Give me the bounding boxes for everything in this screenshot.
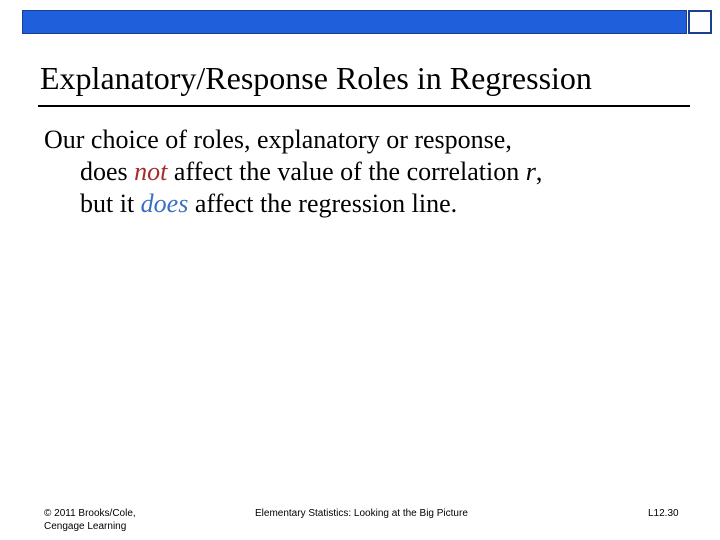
body-line-2 — [44, 156, 704, 188]
footer-slide-number: L12.30 — [648, 508, 679, 519]
body-line-1: Our choice of roles, explanatory or response, — [44, 125, 512, 154]
slide-body — [44, 124, 704, 220]
body-line-3 — [44, 188, 704, 220]
body-line-3-end: affect the regression line. — [188, 189, 458, 218]
footer-copyright-line-2: Cengage Learning — [44, 521, 127, 532]
body-line-2-end: , — [535, 157, 543, 186]
emphasis-does: does — [140, 189, 189, 218]
footer-copyright-line-1: © 2011 Brooks/Cole, — [44, 508, 136, 519]
body-line-3-start: but it — [80, 189, 141, 218]
footer-copyright — [44, 507, 136, 533]
slide-title: Explanatory/Response Roles in Regression — [40, 60, 592, 96]
correlation-symbol: r — [525, 157, 536, 186]
emphasis-not: not — [134, 157, 168, 186]
header-accent-bar — [22, 10, 687, 34]
footer-book-title: Elementary Statistics: Looking at the Big Picture — [255, 508, 468, 519]
header-accent-box — [688, 10, 712, 34]
body-line-2-middle: affect the value of the correlation — [167, 157, 526, 186]
body-line-2-start: does — [80, 157, 135, 186]
title-divider — [38, 105, 690, 107]
